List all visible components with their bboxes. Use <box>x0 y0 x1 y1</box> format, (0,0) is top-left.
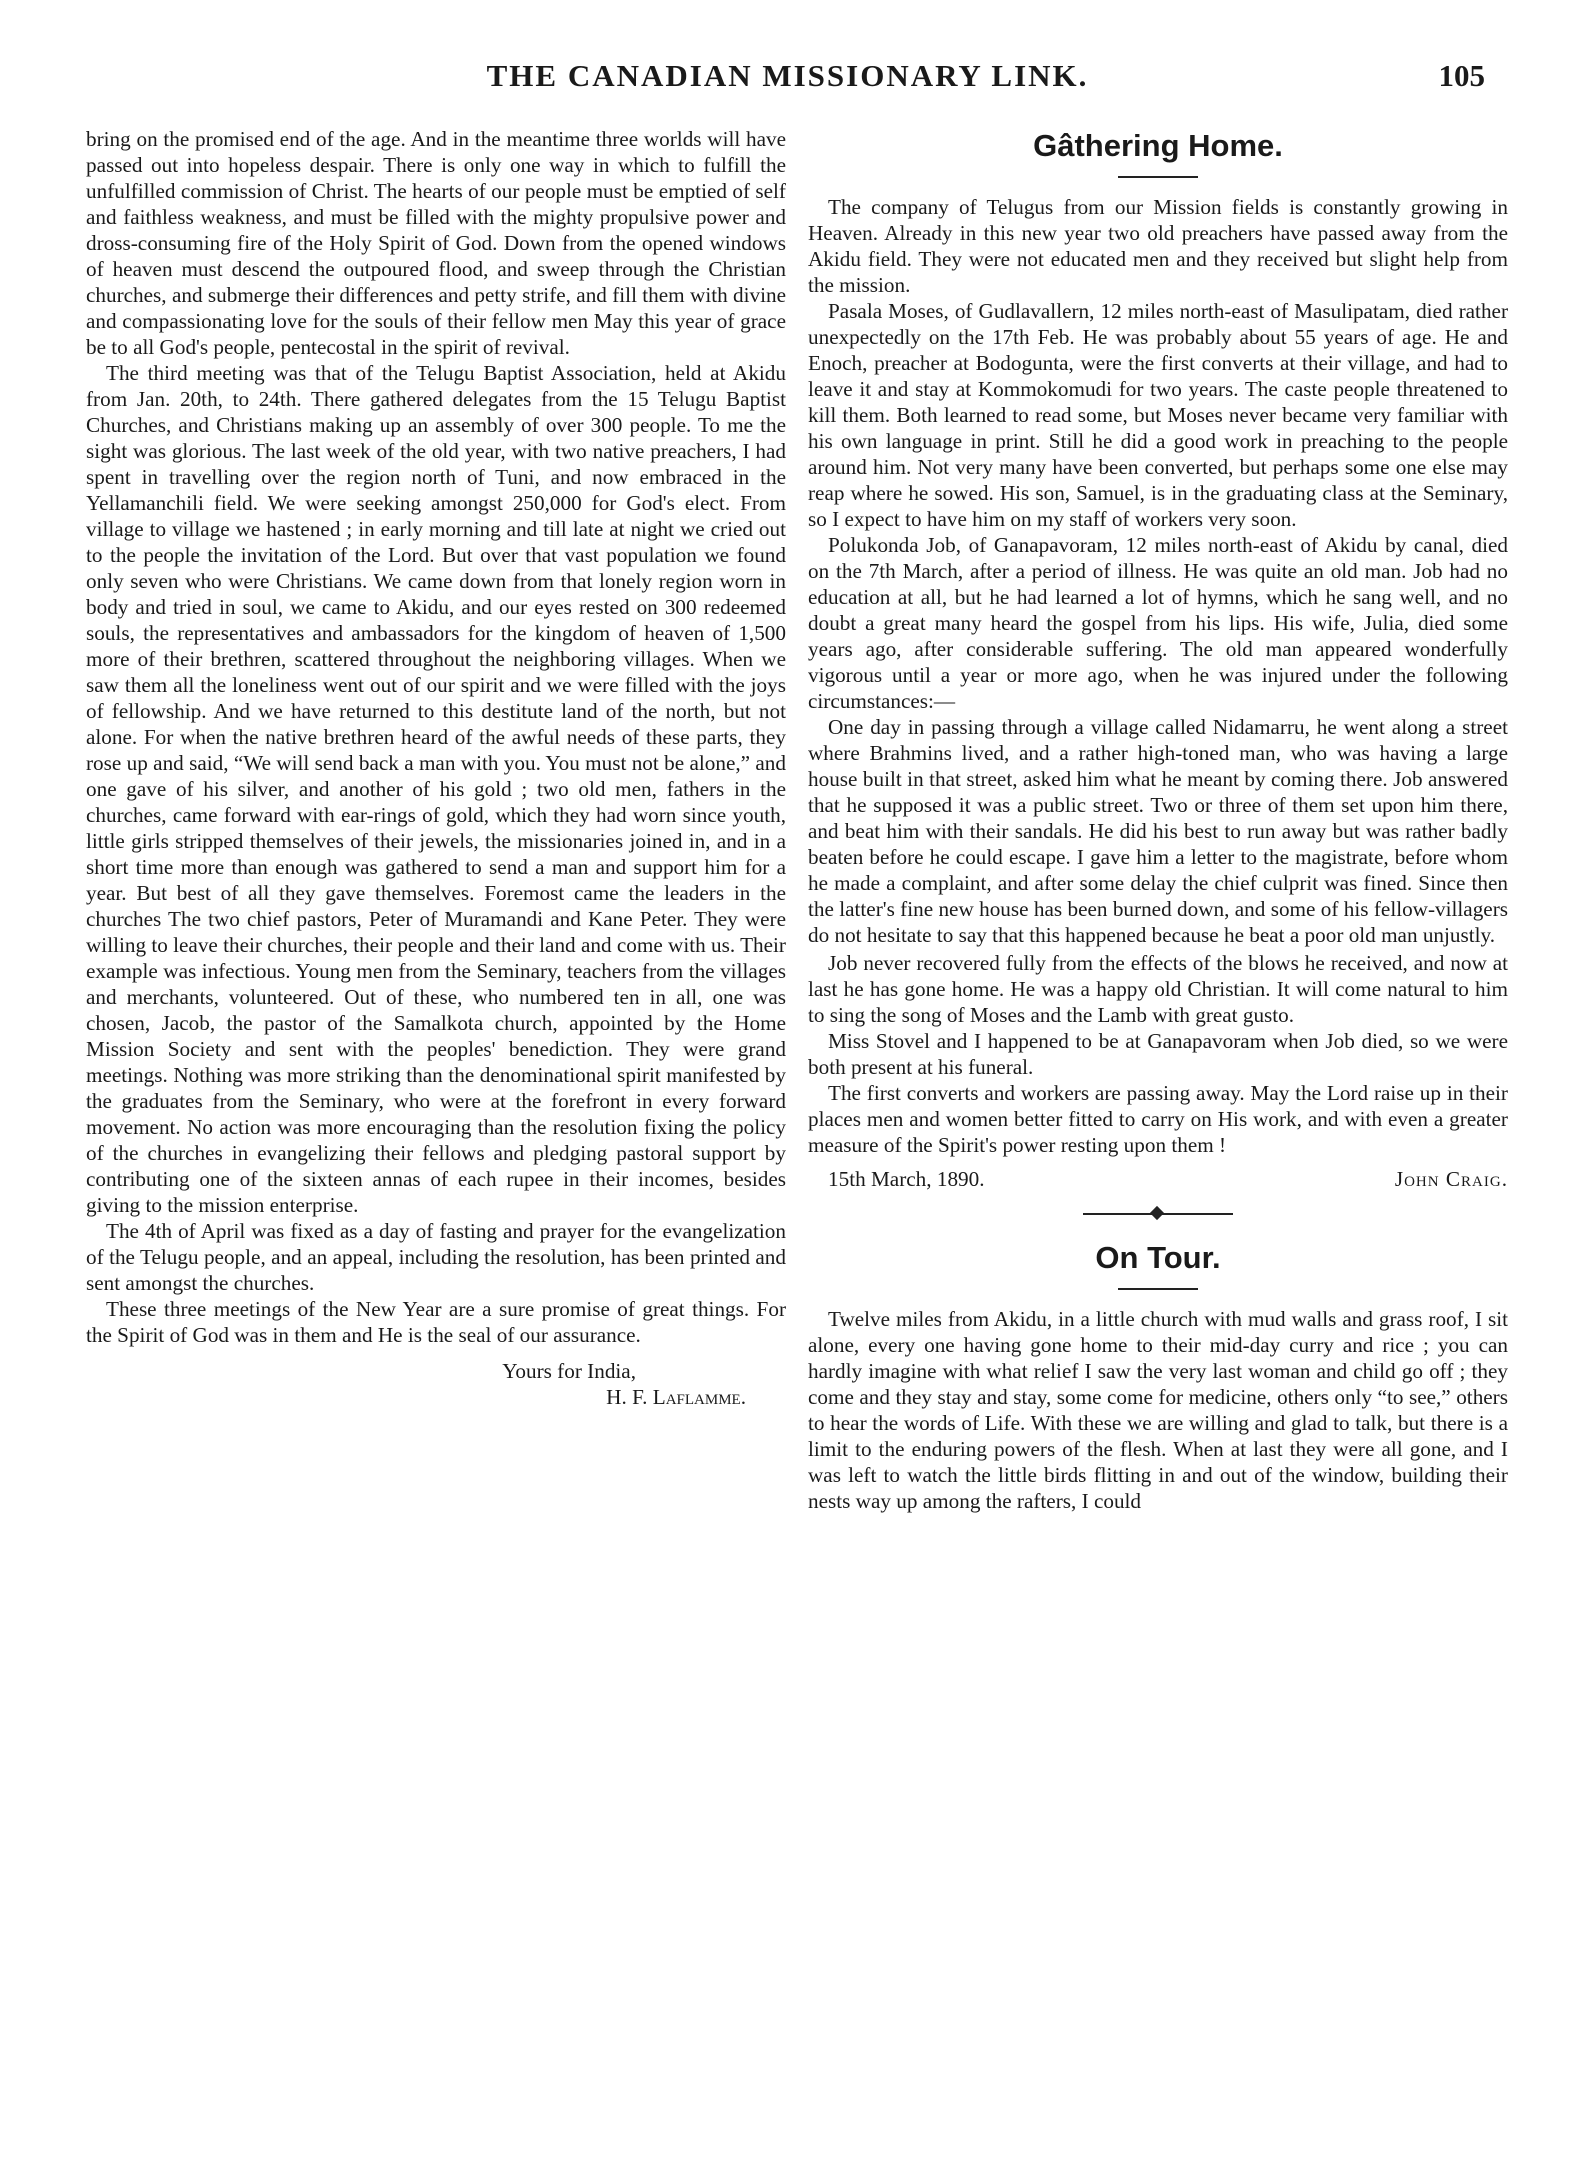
article-paragraph: The third meeting was that of the Telugu Baptist Association, held at Akidu from Jan. 20th, to 24th. There gathered delegates from the 15 Telugu Baptist Churches, and Christians making up an assembly of over 300 people. To me the sight was glorious. The last week of the old year, with two native preachers, I had spent in travelling over the region north of Tuni, and now embraced in the Yellamanchili field. We were seeking amongst 250,000 for God's elect. From village to village we hastened ; in early morning and till late at night we cried out to the people the invitation of the Lord. But over that vast population we found only seven who were Christians. We came down from that lonely region worn in body and tried in soul, we came to Akidu, and our eyes rested on 300 redeemed souls, the representatives and ambassadors for the kingdom of heaven of 1,500 more of their brethren, scattered throughout the neighboring villages. When we saw them all the loneliness went out of our spirit and we were filled with the joys of fellowship. And we have returned to this destitute land of the north, but not alone. For when the native brethren heard of the awful needs of these parts, they rose up and said, “We will send back a man with you. You must not be alone,” and one gave of his silver, and another of his gold ; two old men, fathers in the churches, came forward with ear-rings of gold, which they had worn since youth, little girls stripped themselves of their jewels, the missionaries joined in, and in a short time more than enough was gathered to send a man and support him for a year. But best of all they gave themselves. Foremost came the leaders in the churches The two chief pastors, Peter of Muramandi and Kane Peter. They were willing to leave their churches, their people and their land and come with us. Their example was infectious. Young men from the Seminary, teachers from the villages and merchants, volunteered. Out of these, who numbered ten in all, one was chosen, Jacob, the pastor of the Samalkota church, appointed by the Home Mission Society and sent with the peoples' benediction. They were grand meetings. Nothing was more striking than the denominational spirit manifested by the graduates from the Seminary, who were at the forefront in every forward movement. No action was more encouraging than the resolution fixing the policy of the churches in evangelizing their fellows and pledging pastoral support by contributing one of the sixteen annas of each rupee in their incomes, besides giving to the mission enterprise. <box>86 361 786 1217</box>
publication-title: THE CANADIAN MISSIONARY LINK. <box>486 58 1089 93</box>
article-date: 15th March, 1890. <box>828 1167 985 1191</box>
article-paragraph: The first converts and workers are passing away. May the Lord raise up in their places men and women better fitted to carry on His work, and with even a greater measure of the Spirit's power resting upon them ! <box>808 1081 1508 1157</box>
article-paragraph: Twelve miles from Akidu, in a little church with mud walls and grass roof, I sit alone, every one having gone home to their mid-day curry and rice ; you can hardly imagine with what relief I saw the very last woman and child go off ; they come and they stay and stay, some come for medicine, others only “to see,” others to hear the words of Life. With these we are willing and glad to talk, but there is a limit to the enduring powers of the flesh. When at last they were all gone, and I was left to watch the little birds flitting in and out of the window, building their nests way up among the rafters, I could <box>808 1307 1508 1513</box>
closing-line: Yours for India, <box>502 1359 636 1383</box>
right-column <box>808 126 1508 1514</box>
article-paragraph: bring on the promised end of the age. And in the meantime three worlds will have passed out into hopeless despair. There is only one way in which to fulfill the unfulfilled commission of Christ. The hearts of our people must be emptied of self and faithless weakness, and must be filled with the mighty propulsive power and dross-consuming fire of the Holy Spirit of God. Down from the opened windows of heaven must descend the outpoured flood, and sweep through the Christian churches, and submerge their differences and petty strife, and fill them with divine and compassionating love for the souls of their fellow men May this year of grace be to all God's people, pentecostal in the spirit of revival. <box>86 127 786 359</box>
divider-diamond-icon <box>1150 1206 1164 1220</box>
article-paragraph: The company of Telugus from our Mission fields is constantly growing in Heaven. Already in this new year two old preachers have passed away from the Akidu field. They were not educated men and they received but slight help from the mission. <box>808 195 1508 297</box>
article-paragraph: The 4th of April was fixed as a day of fasting and prayer for the evangelization of the Telugu people, and an appeal, including the resolution, has been printed and sent amongst the churches. <box>86 1219 786 1295</box>
article-paragraph: Job never recovered fully from the effects of the blows he received, and now at last he has gone home. He was a happy old Christian. It will come natural to him to sing the song of Moses and the Lamb with great gusto. <box>808 951 1508 1027</box>
article-author: John Craig. <box>1394 1167 1508 1191</box>
dateline <box>808 1166 1508 1192</box>
heading-rule <box>1118 176 1198 178</box>
heading-rule <box>1118 1288 1198 1290</box>
section-heading-gathering-home: Gâthering Home. <box>1033 128 1283 163</box>
left-column <box>86 126 786 1410</box>
article-paragraph: One day in passing through a village called Nidamarru, he went along a street where Brahmins lived, and a rather high-toned man, who was having a large house built in that street, asked him what he meant by coming there. Job answered that he supposed it was a public street. Two or three of them set upon him there, and beat him with their sandals. He did his best to run away but was rather badly beaten before he could escape. I gave him a letter to the magistrate, before whom he made a complaint, and after some delay the chief culprit was fined. Since then the latter's fine new house has been burned down, and some of his fellow-villagers do not hesitate to say that this happened because he beat a poor old man unjustly. <box>808 715 1508 947</box>
article-paragraph: These three meetings of the New Year are a sure promise of great things. For the Spirit of God was in them and He is the seal of our assurance. <box>86 1297 786 1347</box>
page-number: 105 <box>1438 58 1485 93</box>
article-paragraph: Pasala Moses, of Gudlavallern, 12 miles north-east of Masulipatam, died rather unexpectedly on the 17th Feb. He was probably about 55 years of age. He and Enoch, preacher at Bodogunta, were the first converts at their village, and had to leave it and stay at Kommokomudi for two years. The caste people threatened to kill them. Both learned to read some, but Moses never became very familiar with his own language in print. Still he did a good work in preaching to the people around him. Not very many have been converted, but perhaps some one else may reap where he sowed. His son, Samuel, is in the graduating class at the Seminary, so I expect to have him on my staff of workers very soon. <box>808 299 1508 531</box>
signature: H. F. Laflamme. <box>606 1385 746 1409</box>
article-paragraph: Miss Stovel and I happened to be at Ganapavoram when Job died, so we were both present at his funeral. <box>808 1029 1508 1079</box>
running-head <box>0 58 1575 108</box>
signoff <box>86 1358 786 1410</box>
article-paragraph: Polukonda Job, of Ganapavoram, 12 miles north-east of Akidu by canal, died on the 7th March, after a period of illness. He was quite an old man. Job had no education at all, but he had learned a lot of hymns, which he sang well, and no doubt a great many heard the gospel from his lips. His wife, Julia, died some years ago, after considerable suffering. The old man appeared wonderfully vigorous until a year or more ago, when he was injured under the following circumstances:— <box>808 533 1508 713</box>
ornament-divider <box>1083 1208 1233 1220</box>
section-heading-on-tour: On Tour. <box>1095 1240 1221 1275</box>
